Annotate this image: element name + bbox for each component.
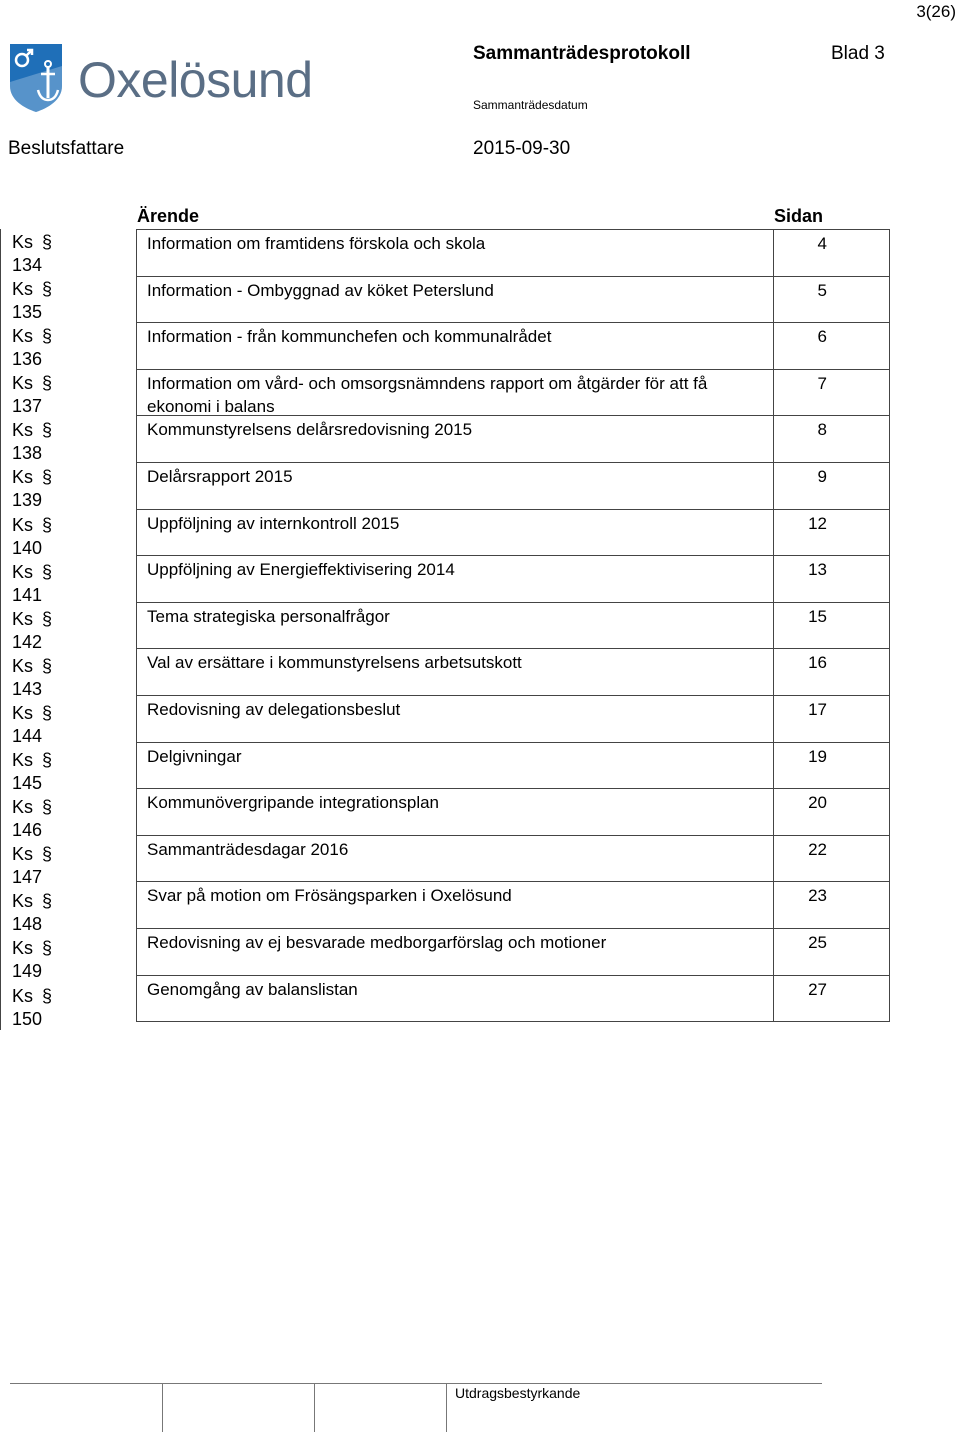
paragraph-sign: § (42, 655, 53, 676)
ks-label: Ks (12, 985, 34, 1006)
item-page: 19 (808, 746, 827, 766)
ks-label: Ks (12, 608, 34, 629)
paragraph-cell (0, 888, 136, 935)
table-row (136, 463, 890, 510)
paragraph-sign: § (42, 420, 53, 441)
item-title: Svar på motion om Frösängsparken i Oxelösund (147, 886, 512, 906)
table-row (136, 323, 890, 370)
paragraph-number: 150 (12, 1008, 43, 1029)
item-page: 12 (808, 513, 827, 533)
ks-label: Ks (12, 467, 34, 488)
item-title: Sammanträdesdagar 2016 (147, 839, 349, 859)
table-row (136, 603, 890, 650)
ks-label: Ks (12, 373, 34, 394)
coat-of-arms-icon (8, 42, 64, 114)
table-row (136, 649, 890, 696)
paragraph-sign: § (42, 844, 53, 865)
ks-label: Ks (12, 514, 34, 535)
left-border (0, 794, 1, 841)
ks-label: Ks (12, 797, 34, 818)
footer-divider (10, 1383, 822, 1384)
column-divider (773, 463, 774, 509)
column-header-sidan: Sidan (774, 206, 824, 226)
column-divider (773, 416, 774, 462)
table-row (136, 789, 890, 836)
item-page: 22 (808, 839, 827, 859)
agenda-table (136, 229, 890, 1022)
paragraph-sign: § (42, 514, 53, 535)
date-label: Sammanträdesdatum (473, 98, 588, 112)
paragraph-cell (0, 370, 136, 417)
paragraph-cell (0, 323, 136, 370)
item-page: 16 (808, 653, 827, 673)
paragraph-sign: § (42, 561, 53, 582)
table-row (136, 929, 890, 976)
column-header-arende: Ärende (137, 206, 200, 226)
ks-label: Ks (12, 750, 34, 771)
document-type: Sammanträdesprotokoll (473, 43, 691, 64)
paragraph-sign: § (42, 750, 53, 771)
paragraph-sign: § (42, 702, 53, 723)
paragraph-number: 144 (12, 725, 43, 746)
item-title: Uppföljning av Energieffektivisering 2014 (147, 560, 455, 580)
paragraph-cell (0, 276, 136, 323)
item-page: 27 (808, 979, 827, 999)
left-border (0, 606, 1, 653)
item-title: Delgivningar (147, 746, 242, 766)
item-page: 20 (808, 793, 827, 813)
left-border (0, 747, 1, 794)
column-divider (773, 882, 774, 928)
left-border (0, 229, 1, 276)
item-page: 15 (808, 606, 827, 626)
paragraph-cell (0, 653, 136, 700)
ks-label: Ks (12, 561, 34, 582)
ks-label: Ks (12, 232, 34, 252)
paragraph-cell (0, 794, 136, 841)
column-divider (773, 277, 774, 323)
column-divider (773, 743, 774, 789)
item-title: Tema strategiska personalfrågor (147, 606, 390, 626)
brand-wordmark: Oxelösund (78, 52, 313, 108)
table-row (136, 510, 890, 557)
paragraph-cell (0, 512, 136, 559)
ks-label: Ks (12, 655, 34, 676)
paragraph-cell (0, 841, 136, 888)
table-row (136, 882, 890, 929)
item-page: 9 (817, 466, 827, 486)
ks-label: Ks (12, 844, 34, 865)
column-divider (773, 976, 774, 1022)
paragraph-number: 138 (12, 443, 43, 464)
item-title: Kommunövergripande integrationsplan (147, 793, 440, 813)
paragraph-sign: § (42, 608, 53, 629)
signature-box-divider (446, 1384, 447, 1432)
item-page: 23 (808, 886, 827, 906)
paragraph-cell (0, 983, 136, 1030)
item-title: Uppföljning av internkontroll 2015 (147, 513, 400, 533)
column-divider (773, 649, 774, 695)
paragraph-cell (0, 606, 136, 653)
column-divider (773, 836, 774, 882)
column-divider (773, 556, 774, 602)
paragraph-number: 137 (12, 396, 43, 417)
column-divider (773, 789, 774, 835)
paragraph-sign: § (42, 373, 53, 394)
paragraph-cell (0, 747, 136, 794)
paragraph-sign: § (42, 326, 53, 347)
paragraph-number: 134 (12, 255, 43, 275)
paragraph-number: 142 (12, 631, 43, 652)
item-page: 4 (817, 234, 827, 253)
paragraph-number: 146 (12, 820, 43, 841)
role-label: Beslutsfattare (8, 138, 125, 159)
paragraph-cell (0, 700, 136, 747)
left-border (0, 983, 1, 1030)
table-row (136, 277, 890, 324)
signature-box-divider (162, 1384, 163, 1432)
left-border (0, 323, 1, 370)
paragraph-number: 147 (12, 867, 43, 888)
ks-label: Ks (12, 326, 34, 347)
left-border (0, 653, 1, 700)
paragraph-sign: § (42, 985, 53, 1006)
column-divider (773, 696, 774, 742)
table-row (136, 416, 890, 463)
paragraph-cell (0, 464, 136, 511)
footer-label: Utdragsbestyrkande (455, 1385, 581, 1401)
item-page: 6 (817, 327, 827, 347)
item-page: 5 (817, 280, 827, 300)
left-border (0, 700, 1, 747)
item-page: 25 (808, 932, 827, 952)
table-row (136, 743, 890, 790)
item-page: 17 (808, 699, 827, 719)
item-title: Information - från kommunchefen och kommunalrådet (147, 327, 552, 347)
paragraph-cell (0, 559, 136, 606)
paragraph-sign: § (42, 797, 53, 818)
paragraph-sign: § (42, 232, 53, 252)
left-border (0, 276, 1, 323)
left-border (0, 464, 1, 511)
left-border (0, 417, 1, 464)
paragraph-number: 145 (12, 773, 43, 794)
page-number: 3(26) (916, 2, 956, 21)
item-page: 8 (817, 420, 827, 440)
table-row (136, 370, 890, 417)
item-title: Val av ersättare i kommunstyrelsens arbetsutskott (147, 653, 522, 673)
item-title: Kommunstyrelsens delårsredovisning 2015 (147, 420, 473, 440)
paragraph-number: 136 (12, 349, 43, 370)
item-title: Delårsrapport 2015 (147, 466, 293, 486)
column-divider (773, 323, 774, 369)
ks-label: Ks (12, 279, 34, 300)
ks-label: Ks (12, 891, 34, 912)
meeting-date: 2015-09-30 (473, 138, 571, 159)
paragraph-number: 139 (12, 490, 43, 511)
column-divider (773, 230, 774, 276)
item-title: Redovisning av delegationsbeslut (147, 699, 401, 719)
paragraph-number: 141 (12, 584, 43, 605)
paragraph-column (0, 229, 136, 1030)
table-row (136, 696, 890, 743)
left-border (0, 559, 1, 606)
table-row (136, 556, 890, 603)
column-divider (773, 929, 774, 975)
ks-label: Ks (12, 938, 34, 959)
paragraph-number: 148 (12, 914, 43, 935)
left-border (0, 370, 1, 417)
ks-label: Ks (12, 702, 34, 723)
paragraph-number: 140 (12, 537, 43, 558)
sheet-number: Blad 3 (831, 43, 885, 64)
paragraph-sign: § (42, 938, 53, 959)
column-divider (773, 510, 774, 556)
item-page: 7 (817, 373, 827, 393)
table-row (136, 976, 890, 1023)
signature-box-divider (314, 1384, 315, 1432)
item-page: 13 (808, 560, 827, 580)
paragraph-cell (0, 935, 136, 982)
paragraph-number: 149 (12, 961, 43, 982)
column-divider (773, 603, 774, 649)
table-row (136, 230, 890, 277)
paragraph-sign: § (42, 467, 53, 488)
paragraph-number: 143 (12, 678, 43, 699)
left-border (0, 512, 1, 559)
paragraph-sign: § (42, 891, 53, 912)
item-title: Information - Ombyggnad av köket Peterslund (147, 280, 494, 300)
item-title: Redovisning av ej besvarade medborgarförslag och motioner (147, 932, 607, 952)
item-title: Genomgång av balanslistan (147, 979, 358, 999)
paragraph-cell (0, 229, 136, 276)
paragraph-cell (0, 417, 136, 464)
item-title: Information om framtidens förskola och skola (147, 234, 486, 253)
paragraph-number: 135 (12, 302, 43, 323)
column-divider (773, 370, 774, 416)
ks-label: Ks (12, 420, 34, 441)
paragraph-sign: § (42, 279, 53, 300)
table-row (136, 836, 890, 883)
left-border (0, 935, 1, 982)
item-title: Information om vård- och omsorgsnämndens rapport om åtgärder för att få ekonomi i balans (147, 373, 708, 416)
left-border (0, 888, 1, 935)
left-border (0, 841, 1, 888)
